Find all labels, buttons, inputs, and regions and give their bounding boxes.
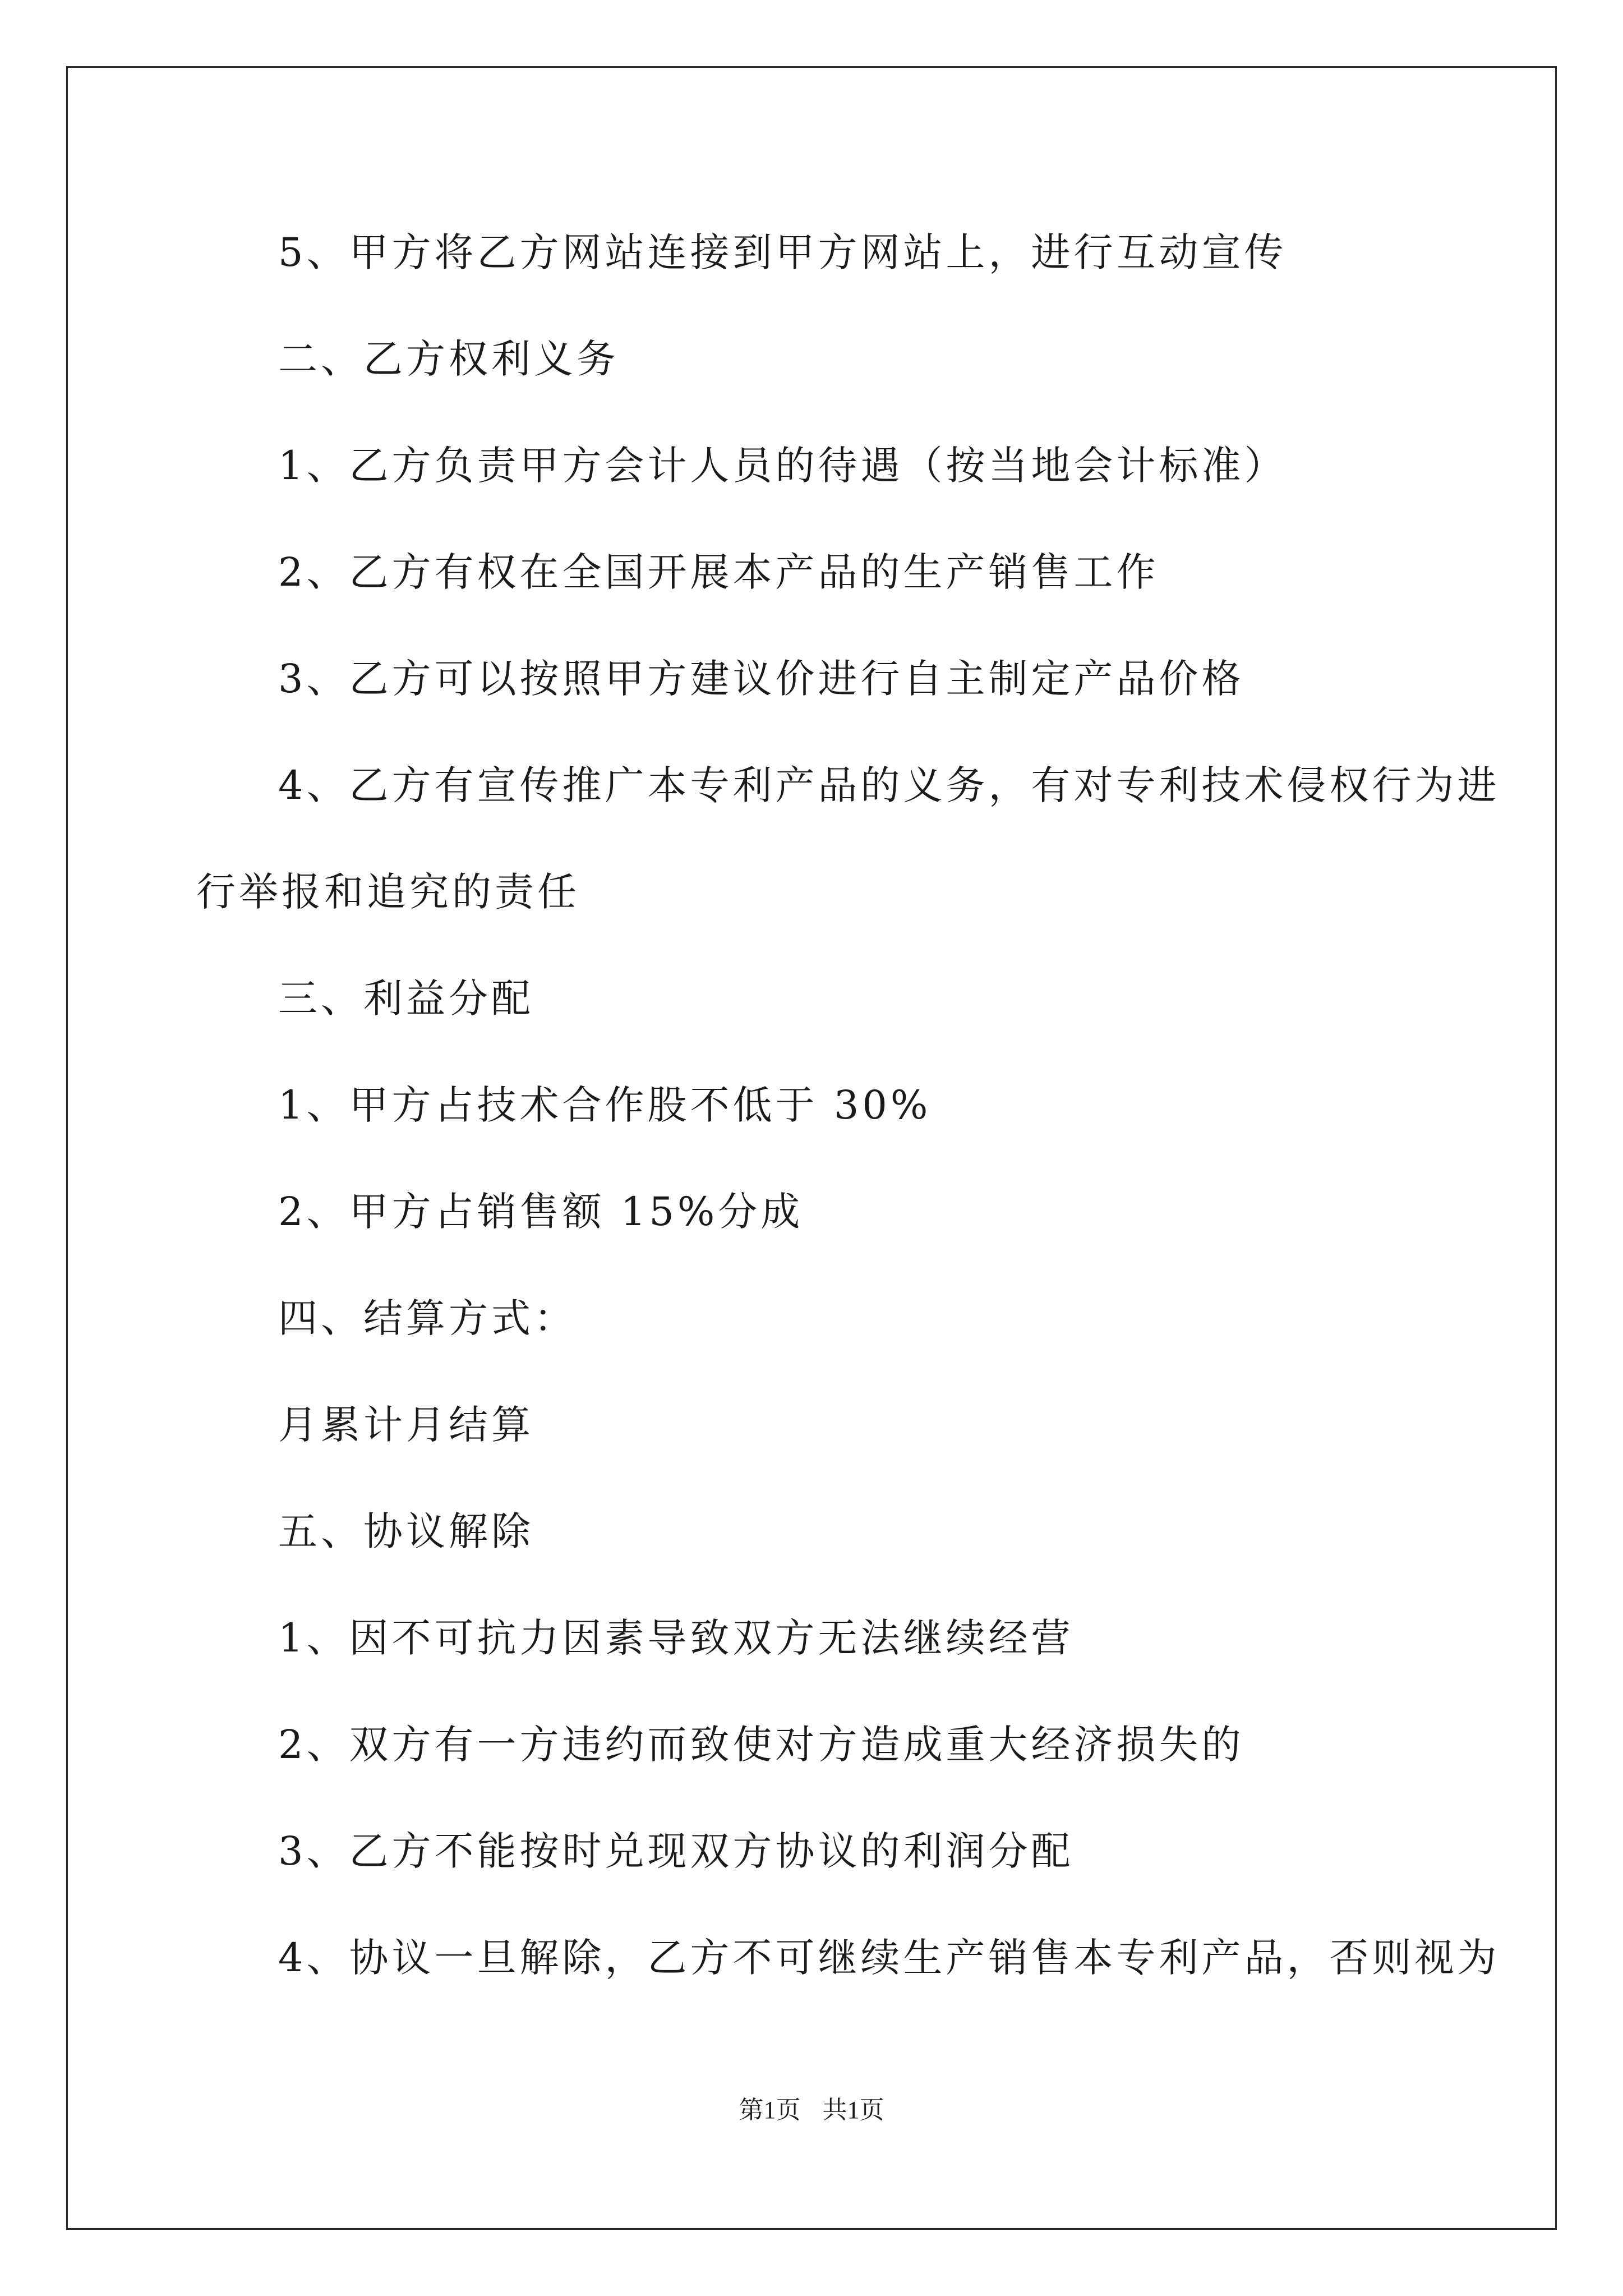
section-heading: 五、协议解除 [278,1508,534,1554]
text-line: 4、乙方有宣传推广本专利产品的义务，有对专利技术侵权行为进 [278,762,1500,808]
text-line-continuation: 行举报和追究的责任 [196,869,580,915]
page-footer [0,2093,1623,2127]
page-number-current: 第1页 [739,2096,801,2124]
section-heading: 四、结算方式： [278,1295,577,1341]
text-line: 1、甲方占技术合作股不低于 30% [278,1082,932,1128]
text-line: 2、乙方有权在全国开展本产品的生产销售工作 [278,549,1159,595]
text-line: 4、协议一旦解除，乙方不可继续生产销售本专利产品，否则视为 [278,1935,1500,1981]
text-line: 5、甲方将乙方网站连接到甲方网站上，进行互动宣传 [278,229,1287,275]
text-line: 2、双方有一方违约而致使对方造成重大经济损失的 [278,1722,1244,1768]
text-line: 1、因不可抗力因素导致双方无法继续经营 [278,1615,1074,1661]
page-border [66,66,1557,2230]
text-line: 2、甲方占销售额 15%分成 [278,1189,804,1235]
section-heading: 三、利益分配 [278,976,534,1022]
text-line: 月累计月结算 [278,1402,534,1448]
text-line: 3、乙方可以按照甲方建议价进行自主制定产品价格 [278,656,1244,702]
text-line: 3、乙方不能按时兑现双方协议的利润分配 [278,1828,1074,1874]
section-heading: 二、乙方权利义务 [278,336,619,382]
page-number-total: 共1页 [822,2096,884,2124]
text-line: 1、乙方负责甲方会计人员的待遇（按当地会计标准） [278,443,1287,489]
